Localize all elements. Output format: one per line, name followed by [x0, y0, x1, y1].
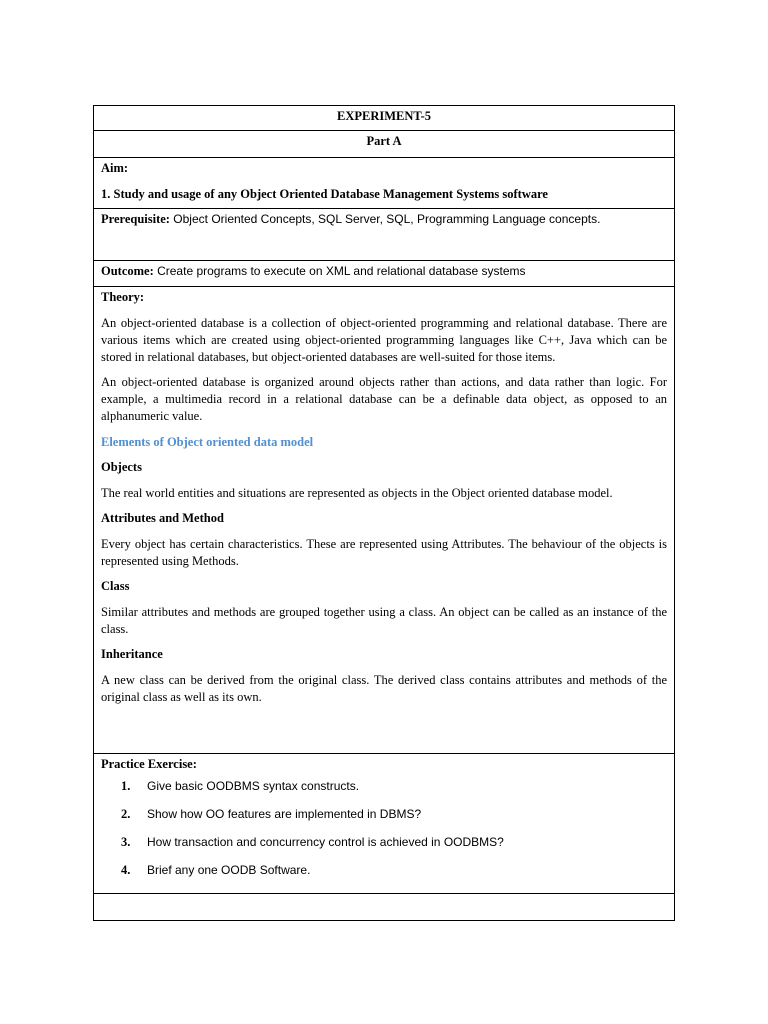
aim-label: Aim: [101, 161, 129, 175]
experiment-title: EXPERIMENT-5 [94, 106, 675, 131]
element-inheritance-text: A new class can be derived from the original class. The derived class contains attributes and methods of the original class as well as its own. [101, 673, 667, 704]
practice-item-text: Brief any one OODB Software. [147, 863, 311, 877]
element-class-title: Class [101, 579, 130, 593]
practice-cell [94, 754, 675, 894]
theory-cell [94, 287, 675, 754]
elements-heading: Elements of Object oriented data model [101, 435, 314, 449]
experiment-table [93, 105, 675, 921]
empty-cell [94, 894, 675, 921]
prerequisite-cell [94, 209, 675, 261]
theory-paragraph-2: An object-oriented database is organized around objects rather than actions, and data rather than logic. For example, a multimedia record in a relational database can be a definable data object, as opposed to an alphanumeric value. [101, 375, 667, 423]
element-objects-title: Objects [101, 460, 142, 474]
practice-item [101, 806, 667, 823]
prerequisite-text: Object Oriented Concepts, SQL Server, SQL, Programming Language concepts. [169, 212, 601, 226]
element-attributes-title: Attributes and Method [101, 511, 224, 525]
element-class-text: Similar attributes and methods are grouped together using a class. An object can be called as an instance of the class. [101, 605, 667, 636]
part-row [94, 131, 675, 158]
element-objects-text: The real world entities and situations are represented as objects in the Object oriented database model. [101, 486, 613, 500]
theory-label: Theory: [101, 290, 145, 304]
empty-row [94, 894, 675, 921]
aim-text: 1. Study and usage of any Object Oriented Database Management Systems software [101, 187, 548, 201]
practice-item [101, 862, 667, 879]
outcome-row [94, 261, 675, 287]
practice-item-number: 1. [121, 779, 131, 793]
practice-item-text: How transaction and concurrency control is achieved in OODBMS? [147, 835, 504, 849]
aim-cell [94, 158, 675, 209]
theory-paragraph-1: An object-oriented database is a collection of object-oriented programming and relational database. There are various items which are created using object-oriented programming languages like C++, Java which can be stored in relational databases, but object-oriented databases are well-suited for those items. [101, 316, 667, 364]
practice-item-number: 4. [121, 863, 131, 877]
practice-item-text: Show how OO features are implemented in DBMS? [147, 807, 422, 821]
practice-item [101, 778, 667, 795]
element-inheritance-title: Inheritance [101, 647, 163, 661]
prerequisite-row [94, 209, 675, 261]
part-label: Part A [94, 131, 675, 158]
theory-row [94, 287, 675, 754]
practice-item-text: Give basic OODBMS syntax constructs. [147, 779, 360, 793]
outcome-cell [94, 261, 675, 287]
outcome-text: Create programs to execute on XML and relational database systems [153, 264, 526, 278]
practice-item-number: 2. [121, 807, 131, 821]
practice-item [101, 834, 667, 851]
practice-list [101, 778, 667, 879]
element-attributes-text: Every object has certain characteristics. These are represented using Attributes. The behaviour of the objects is represented using Methods. [101, 537, 667, 568]
outcome-label: Outcome: [101, 264, 154, 278]
practice-row [94, 754, 675, 894]
practice-item-number: 3. [121, 835, 131, 849]
aim-row [94, 158, 675, 209]
prerequisite-label: Prerequisite: [101, 212, 170, 226]
title-row [94, 106, 675, 131]
practice-label: Practice Exercise: [101, 757, 197, 771]
